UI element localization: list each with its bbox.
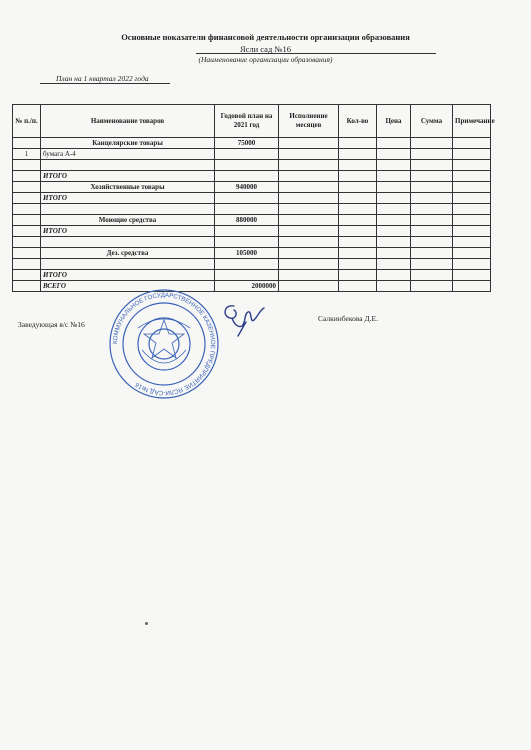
cell-plan [215,259,279,270]
cell-empty [377,204,411,215]
cell-empty [279,204,339,215]
cell-empty [453,281,491,292]
cell-empty [279,171,339,182]
cell-name [41,160,215,171]
column-header: № п./п. [13,105,41,138]
table-row [13,237,491,248]
cell-empty [453,160,491,171]
plan-period: План на 1 квартал 2022 года [56,74,149,83]
cell-name [41,204,215,215]
cell-empty [411,215,453,226]
cell-empty [411,160,453,171]
cell-empty [453,204,491,215]
handwritten-signature [220,298,268,338]
cell-empty [377,226,411,237]
cell-empty [279,248,339,259]
cell-empty [411,281,453,292]
table-row [13,270,491,281]
table-row [13,138,491,149]
cell-num [13,281,41,292]
cell-empty [339,149,377,160]
cell-empty [411,204,453,215]
cell-empty [411,138,453,149]
cell-empty [339,259,377,270]
cell-empty [279,270,339,281]
cell-plan [215,193,279,204]
cell-num [13,248,41,259]
cell-empty [377,270,411,281]
cell-empty [411,259,453,270]
cell-num [13,171,41,182]
cell-empty [279,237,339,248]
cell-name: Канцелярские товары [41,138,215,149]
cell-empty [377,215,411,226]
table-header-row [13,105,491,138]
cell-num [13,182,41,193]
cell-empty [411,193,453,204]
cell-plan: 880000 [215,215,279,226]
table-row [13,193,491,204]
column-header: Исполнение месяцев [279,105,339,138]
cell-empty [279,160,339,171]
cell-num [13,204,41,215]
table-row [13,149,491,160]
cell-num [13,138,41,149]
cell-plan [215,160,279,171]
cell-empty [411,226,453,237]
cell-plan [215,226,279,237]
table-row [13,160,491,171]
cell-empty [279,215,339,226]
cell-plan [215,270,279,281]
cell-name: ИТОГО [41,226,215,237]
cell-empty [411,171,453,182]
table-row [13,259,491,270]
cell-empty [411,182,453,193]
cell-empty [377,138,411,149]
official-seal-stamp [108,288,220,400]
cell-empty [339,204,377,215]
cell-empty [411,248,453,259]
cell-plan [215,171,279,182]
cell-empty [279,182,339,193]
cell-plan [215,204,279,215]
cell-empty [453,259,491,270]
document-title: Основные показатели финансовой деятельности организации образования [121,32,410,42]
cell-num [13,160,41,171]
signatory-name: Салкинбекова Д.Е. [318,314,378,323]
cell-name: ВСЕГО [41,281,215,292]
cell-empty [453,182,491,193]
cell-plan: 105000 [215,248,279,259]
cell-empty [453,215,491,226]
cell-empty [279,193,339,204]
cell-name: ИТОГО [41,270,215,281]
plan-underline [40,83,170,84]
cell-empty [339,193,377,204]
cell-empty [377,160,411,171]
cell-name: Дез. средства [41,248,215,259]
cell-empty [411,270,453,281]
cell-empty [377,259,411,270]
cell-empty [453,193,491,204]
cell-empty [339,248,377,259]
cell-empty [377,193,411,204]
cell-num [13,215,41,226]
cell-empty [339,160,377,171]
cell-num: 1 [13,149,41,160]
column-header: Примечание [453,105,491,138]
column-header: Годовой план на 2021 год [215,105,279,138]
table-row [13,171,491,182]
cell-plan: 940000 [215,182,279,193]
cell-name: ИТОГО [41,193,215,204]
cell-empty [377,182,411,193]
table-row [13,204,491,215]
column-header: Цена [377,105,411,138]
table-row [13,281,491,292]
cell-empty [339,138,377,149]
cell-empty [377,171,411,182]
cell-empty [377,237,411,248]
organization-caption: (Наименование организации образования) [198,55,333,64]
table-row [13,248,491,259]
cell-num [13,270,41,281]
cell-name: Моющие средства [41,215,215,226]
cell-empty [279,138,339,149]
cell-num [13,237,41,248]
cell-name [41,259,215,270]
cell-empty [377,149,411,160]
table-row [13,215,491,226]
cell-empty [279,226,339,237]
cell-num [13,193,41,204]
scan-speck [145,622,148,625]
cell-empty [377,248,411,259]
cell-num [13,259,41,270]
cell-num [13,226,41,237]
cell-empty [377,281,411,292]
financial-table [12,104,495,292]
cell-empty [453,237,491,248]
cell-empty [339,182,377,193]
cell-empty [453,171,491,182]
cell-empty [339,270,377,281]
organization-name: Ясли сад №16 [239,44,292,54]
cell-empty [411,237,453,248]
cell-empty [453,149,491,160]
cell-plan [215,237,279,248]
cell-empty [411,149,453,160]
cell-empty [453,226,491,237]
column-header: Наименование товаров [41,105,215,138]
cell-empty [453,248,491,259]
table-row [13,182,491,193]
cell-name [41,237,215,248]
cell-empty [279,281,339,292]
cell-name: бумага А-4 [41,149,215,160]
table-body [13,138,491,292]
cell-plan: 75000 [215,138,279,149]
column-header: Кол-во [339,105,377,138]
cell-empty [453,270,491,281]
cell-empty [279,149,339,160]
signatory-role: Заведующая я/с №16 [18,320,85,329]
svg-text:КОММУНАЛЬНОЕ ГОСУДАРСТВЕННОЕ К: КОММУНАЛЬНОЕ ГОСУДАРСТВЕННОЕ КАЗЕННОЕ ПРЕДПРИЯТИЕ ЯСЛИ-САД №16 [111,291,217,397]
cell-name: Хозяйственные товары [41,182,215,193]
cell-empty [453,138,491,149]
cell-plan [215,149,279,160]
cell-name: ИТОГО [41,171,215,182]
cell-plan: 2000000 [215,281,279,292]
cell-empty [339,171,377,182]
cell-empty [339,281,377,292]
table-row [13,226,491,237]
organization-underline [196,53,436,54]
cell-empty [339,226,377,237]
cell-empty [339,237,377,248]
column-header: Сумма [411,105,453,138]
cell-empty [279,259,339,270]
cell-empty [339,215,377,226]
